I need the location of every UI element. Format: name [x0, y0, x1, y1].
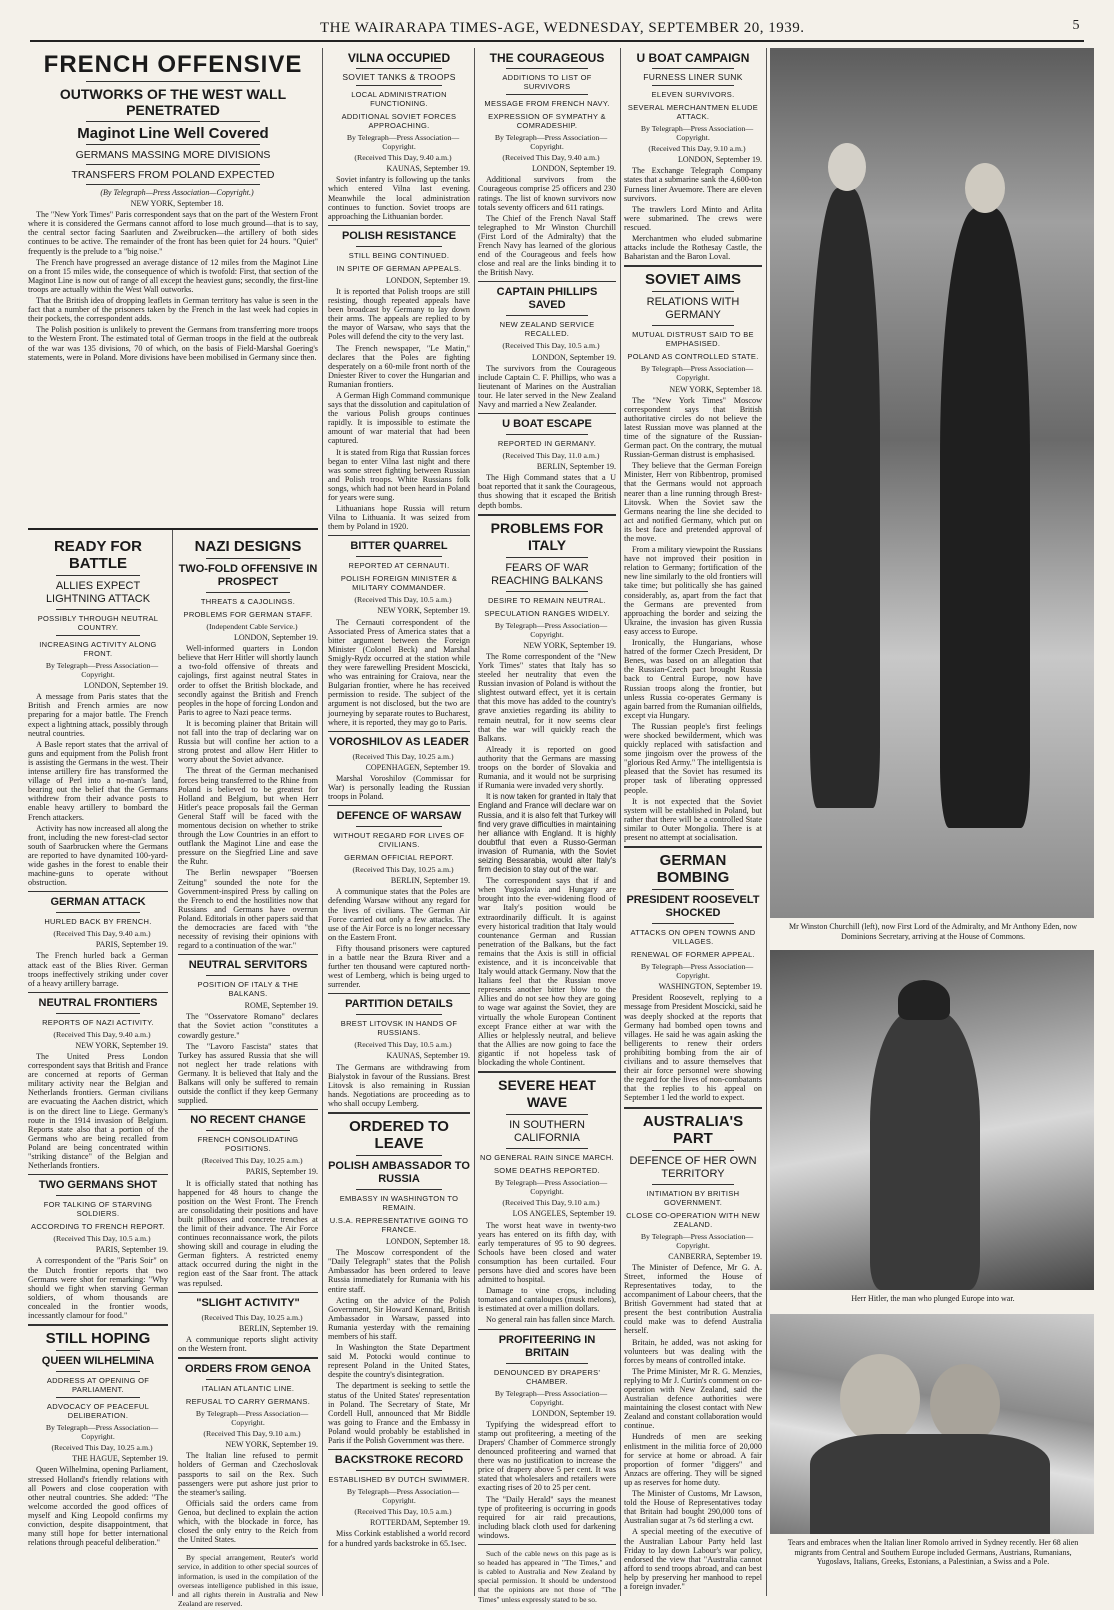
paragraph: The Prime Minister, Mr R. G. Menzies, replying to Mr J. Curtin's comment on co-operation with New Zealand, said the Australian defence authorities were maintaining the closest contact with New Zealand and constant collaboration would continue. [624, 1366, 762, 1431]
headline: TWO GERMANS SHOT [38, 1179, 158, 1192]
paragraph: Additional survivors from the Courageous comprise 25 officers and 230 ratings. The list of known survivors now totals seventy officers and 611 ratings. [478, 175, 616, 212]
paragraph: The survivors from the Courageous include Captain C. F. Phillips, who was a lieutenant of Marines on the Australian tour. He later served in the New Zealand Navy and married a New Zealander. [478, 363, 616, 409]
subheadline: U.S.A. REPRESENTATIVE GOING TO FRANCE. [329, 1216, 469, 1235]
dateline: WASHINGTON, September 19. [658, 982, 762, 992]
subheadline: ALLIES EXPECT LIGHTNING ATTACK [45, 580, 151, 605]
subheadline: ADDRESS AT OPENING OF PARLIAMENT. [46, 1376, 150, 1395]
paragraph: Queen Wilhelmina, opening Parliament, stressed Holland's friendly relations with all Powers and close cooperation with other neutral countries. She added: "The welcome accorded the good offices of myself and King Leopold confirms my conviction, despite disappointment, that many still hope for better international relations through peaceful deliberation." [28, 1465, 168, 1548]
headline: U BOAT ESCAPE [502, 418, 592, 431]
paragraph: The "Osservatore Romano" declares that the Soviet action "constitutes a cowardly gesture." [178, 1012, 318, 1040]
byline: By Telegraph—Press Association—Copyright. [494, 1388, 608, 1407]
subheadline: POSSIBLY THROUGH NEUTRAL COUNTRY. [37, 614, 159, 632]
byline: (Independent Cable Service.) [206, 622, 298, 631]
headline: POLISH RESISTANCE [341, 229, 457, 242]
byline: (By Telegraph—Press Association—Copyright.) [100, 188, 254, 197]
subheadline: DENOUNCED BY DRAPERS' CHAMBER. [493, 1367, 601, 1386]
paragraph: Already it is reported on good authority that the Germans are massing troops on the border of Slovakia and Rumania, and it would not be surprising if Rumania were invaded very shortly. [478, 744, 616, 791]
received: (Received This Day, 9.10 a.m.) [502, 1198, 600, 1208]
subheadline: POLAND AS CONTROLLED STATE. [627, 352, 759, 362]
subheadline: DESIRE TO REMAIN NEUTRAL. [487, 595, 607, 605]
subheadline: HURLED BACK BY FRENCH. [44, 917, 152, 927]
headline: PROFITEERING IN BRITAIN [498, 1333, 596, 1359]
dateline: THE HAGUE, September 19. [72, 1454, 168, 1464]
photo-caption: Tears and embraces when the Italian liner Romolo arrived in Sydney recently. Her 68 alien migrants from Central and Southern Europe included Germans, Austrians, Rumanians, Yugoslavs, Italians, Greeks, Estonians, a Palestinian, a Swiss and a Pole. [787, 1538, 1079, 1566]
byline: By Telegraph—Press Association—Copyright. [640, 1231, 754, 1250]
dateline: PARIS, September 19. [95, 1245, 168, 1255]
paragraph: From a military viewpoint the Russians have not improved their position in relation to Germany; fortification of the new line similarly to the old frontiers will take time; but politically she has gained considerably, as, apart from the fact that the Germans are prevented from approaching the border and seizing the Ukraine, the invasion has given Russia easy access to Europe. [624, 545, 762, 636]
subheadline: ACCORDING TO FRENCH REPORT. [31, 1222, 165, 1232]
subheadline: RENEWAL OF FORMER APPEAL. [630, 950, 756, 960]
headline: SOVIET AIMS [644, 271, 742, 289]
headline: THE COURAGEOUS [489, 51, 605, 65]
paragraph: The Chief of the French Naval Staff telegraphed to Mr Winston Churchill (First Lord of the Admiralty) that the French Navy has learned of the glorious end of the Courageous and feels how close and real are the links binding it to the British Navy. [478, 213, 616, 278]
paragraph: The Polish position is unlikely to prevent the Germans from transferring more troops to the Western Front. The estimated total of German troops in the field at the outbreak of the war was 135 divisions, 70 of which, on the basis of Field-Marshal Goering's statements, were in Poland. More divisions have been mobilised in Germany since then. [28, 325, 318, 362]
headline: DEFENCE OF WARSAW [336, 810, 462, 823]
dateline: ROTTERDAM, September 19. [370, 1518, 470, 1528]
subheadline: STILL BEING CONTINUED. [348, 250, 450, 260]
paragraph: The Italian line refused to permit holders of German and Czechoslovak passports to sail on the Rex. Such passengers were put ashore just prior to the steamer's sailing. [178, 1451, 318, 1497]
paragraph: A communique reports slight activity on the Western front. [178, 1334, 318, 1353]
paragraph: It is officially stated that nothing has happened for 48 hours to change the position on the West Front. The French are consolidating their positions and have built pillboxes and concrete trenches at the limit of their advance. The Air Force continues reconnaissance work, the pilots showing skill and courage in eluding the German fighters. A restricted enemy attack occurred during the night in the region east of the Saar front. The attack was repulsed. [178, 1178, 318, 1288]
dateline: LONDON, September 19. [678, 155, 762, 165]
byline: By Telegraph—Press Association—Copyright. [640, 124, 754, 143]
paragraph: It is stated from Riga that Russian forces began to enter Vilna last night and there was some street fighting between Russian and Polish troops. White Russians folk songs, which had not been heard in Poland for years were sung. [328, 447, 470, 502]
page-number: 5 [1072, 18, 1080, 33]
paragraph: A Basle report states that the arrival of guns and equipment from the Polish front is assisting the Germans in the west. Their intense artillery fire has transformed the village of Perl into a no-man's land, bearing out the belief that the Germans withdrew from their advance posts to enable heavy artillery to bombard the French attackers. [28, 739, 168, 822]
headline: BACKSTROKE RECORD [334, 1454, 464, 1467]
paragraph: A correspondent of the "Paris Soir" on the Dutch frontier reports that two Germans were shot for remarking: "Why should we fight when starving German soldiers, of whom thousands are concealed in the frontier woods, incessantly clamour for food." [28, 1256, 168, 1320]
subheadline: REPORTS OF NAZI ACTIVITY. [42, 1017, 154, 1027]
received: (Received This Day, 10.5 a.m.) [502, 341, 600, 351]
headline: VILNA OCCUPIED [347, 51, 451, 65]
photo-romolo [770, 1314, 1094, 1534]
subheadline: NO GENERAL RAIN SINCE MARCH. [480, 1153, 614, 1163]
subheadline: PROBLEMS FOR GERMAN STAFF. [183, 610, 313, 619]
subheadline: REPORTED IN GERMANY. [497, 439, 597, 449]
received: (Received This Day, 10.25 a.m.) [352, 751, 454, 761]
headline: CAPTAIN PHILLIPS SAVED [496, 286, 598, 312]
dateline: BERLIN, September 19. [536, 462, 616, 472]
paragraph: Damage to vine crops, including tomatoes and cantaloupes (musk melons), is estimated at over a million dollars. [478, 1286, 616, 1314]
subheadline: REFUSAL TO CARRY GERMANS. [185, 1397, 311, 1406]
dateline: LONDON, September 19. [532, 1408, 616, 1418]
column-2 [178, 534, 318, 1608]
paragraph: Merchantmen who eluded submarine attacks include the Rothesay Castle, the Baharistan and the Baron Loval. [624, 234, 762, 262]
paragraph: The trawlers Lord Minto and Arlita were submarined. The crews were rescued. [624, 204, 762, 232]
dateline: NEW YORK, September 19. [75, 1040, 168, 1050]
paragraph: The Germans are withdrawing from Bialystok in favour of the Russians. Brest Litovsk is also remaining in Russian hands. Negotiations are proceeding as to who shall occupy Lemberg. [328, 1062, 470, 1108]
photo-hitler [770, 950, 1094, 1290]
headline: BITTER QUARREL [350, 540, 448, 553]
received: (Received This Day, 9.40 a.m.) [354, 153, 452, 163]
byline: By Telegraph—Press Association—Copyright. [640, 364, 754, 383]
byline: By Telegraph—Press Association—Copyright. [195, 1409, 309, 1428]
subheadline: TRANSFERS FROM POLAND EXPECTED [71, 169, 275, 181]
byline: By Telegraph—Press Association—Copyright. [494, 620, 608, 639]
received: (Received This Day, 10.25 a.m.) [201, 1312, 303, 1322]
subheadline: OUTWORKS OF THE WEST WALL PENETRATED [59, 86, 287, 118]
paragraph: The "Daily Herald" says the meanest type of profiteering is occurring in goods required for air raid precautions, including black cloth used for darkening windows. [478, 1494, 616, 1540]
paragraph: The "Lavoro Fascista" states that Turkey has assured Russia that she will not neglect her trade relations with Germany. It is believed that Italy and the Balkans will only be suffered to remain outside the conflict if they keep Germany supplied. [178, 1041, 318, 1106]
subheadline: POLISH FOREIGN MINISTER & MILITARY COMMANDER. [340, 574, 458, 593]
newspaper-title: THE WAIRARAPA TIMES-AGE, WEDNESDAY, SEPTEMBER 20, 1939. [320, 20, 805, 36]
paragraph: The worst heat wave in twenty-two years has entered on its fifth day, with early temperatures of 95 to 90 degrees. Schools have been closed and water consumption has been curtailed. Four persons have died and scores have been admitted to hospital. [478, 1220, 616, 1285]
dateline: LONDON, September 19. [532, 352, 616, 362]
subheadline: SOVIET TANKS & TROOPS [342, 72, 456, 82]
paragraph: That the British idea of dropping leaflets in German territory has value is seen in the fact that a number of the prisoners taken by the French in the last week had copies in their pockets, the correspondent adds. [28, 296, 318, 324]
subheadline: REPORTED AT CERNAUTI. [348, 561, 450, 571]
headline: NO RECENT CHANGE [190, 1114, 306, 1127]
headline: STILL HOPING [45, 1330, 151, 1348]
byline: By Telegraph—Press Association—Copyright. [346, 133, 460, 152]
byline: By Telegraph—Press Association—Copyright. [346, 1487, 460, 1506]
subheadline: INTIMATION BY BRITISH GOVERNMENT. [646, 1188, 740, 1207]
subheadline: SEVERAL MERCHANTMEN ELUDE ATTACK. [627, 103, 759, 121]
paragraph: The Exchange Telegraph Company states that a submarine sank the 4,600-ton Furness liner Avuemore. There are eleven survivors. [624, 166, 762, 203]
subheadline: ADDITIONAL SOVIET FORCES APPROACHING. [341, 112, 457, 130]
paragraph: The French have progressed an average distance of 12 miles from the Maginot Line on a front 15 miles wide, the consequence of which is twofold: First, that section of the Maginot Line is now out of range of all except the heaviest guns; secondly, the first-line troops are actually within the West Wall outworks. [28, 257, 318, 294]
paragraph: Soviet infantry is following up the tanks which entered Vilna last evening. Meanwhile the local administration continues to function. Soviet troops are approaching the Lithuanian border. [328, 175, 470, 221]
paragraph: Well-informed quarters in London believe that Herr Hitler will shortly launch a two-fold offensive of threats and cajolings, first against neutral States in order to offset the British blockade, and secondly against the British and French peoples in the hope of forcing London and Paris to agree to Nazi peace terms. [178, 644, 318, 717]
note: By special arrangement, Reuter's world service, in addition to other special sources of information, is used in the compilation of the overseas intelligence published in this issue, and all rights therein in Australia and New Zealand are reserved. [178, 1553, 318, 1608]
paragraph: Ironically, the Hungarians, whose hatred of the former Czech President, Dr Benes, was based on an allegation that the Russian-Czech pact brought Russia back to Central Europe, now have Russian troops along the frontier, but unless Russia co-operates Germany is again barred from the Rumanian oilfields, except via Hungary. [624, 638, 762, 720]
lead-story [28, 48, 318, 528]
paragraph: The United Press London correspondent says that British and France are concerned at reports of German military activity near the Belgian and Netherlands frontiers. German civilians are evacuating the Aachen district, which is on the direct line to Liege. Germany's route in the 1914 invasion of Belgium. Reports state also that a portion of the Germans who are being recalled from Poland are being concentrated within "striking distance" of the Belgian and Netherlands frontiers. [28, 1052, 168, 1171]
paragraph: The Russian people's first feelings were shocked bewilderment, which was quickly replaced with satisfaction and some jingoism over the prowess of the "glorious Red Army." The intelligentsia is pleased that the Soviet has resumed its proper task of liberating oppressed people. [624, 721, 762, 795]
subheadline: THREATS & CAJOLINGS. [200, 597, 296, 606]
dateline: PARIS, September 19. [245, 1167, 318, 1177]
headline: "SLIGHT ACTIVITY" [196, 1296, 300, 1309]
dateline: LOS ANGELES, September 19. [512, 1209, 616, 1219]
dateline: LONDON, September 19. [386, 275, 470, 285]
paragraph: Activity has now increased all along the front, including the new forest-clad sector south of Saarbrucken where the Germans are reported to have dynamited 100-yard-wide gashes in the forest to enable their machine-guns to operate without obstruction. [28, 823, 168, 888]
paragraph: Britain, he added, was not asking for volunteers but was dealing with the forces by means of controlled intake. [624, 1337, 762, 1365]
paragraph: Fifty thousand prisoners were captured in a battle near the Bzura River and a further ten thousand were captured north-west of Lemberg, which is being urged to surrender. [328, 943, 470, 990]
headline: GERMAN BOMBING [656, 852, 730, 887]
headline: VOROSHILOV AS LEADER [329, 735, 469, 748]
dateline: NEW YORK, September 19. [523, 640, 616, 650]
subheadline: SOME DEATHS REPORTED. [493, 1166, 601, 1176]
subheadline: FURNESS LINER SUNK [643, 72, 743, 82]
paragraph: The department is seeking to settle the status of the United States' representation in Poland. The Secretary of State, Mr Cordell Hull, announced that Mr Biddle was going to France and the Embassy in Poland would probably be established in Paris if the Polish Government was there. [328, 1381, 470, 1445]
subheadline: ADVOCACY OF PEACEFUL DELIBERATION. [46, 1402, 150, 1421]
subheadline: ADDITIONS TO LIST OF SURVIVORS [502, 73, 592, 91]
subheadline: INCREASING ACTIVITY ALONG FRONT. [39, 640, 157, 658]
subheadline: QUEEN WILHELMINA [41, 1355, 155, 1368]
column-rule [322, 48, 323, 1596]
subheadline: MESSAGE FROM FRENCH NAVY. [484, 99, 610, 108]
headline: U BOAT CAMPAIGN [636, 51, 750, 65]
received: (Received This Day, 10.25 a.m.) [51, 1443, 153, 1453]
subheadline: RELATIONS WITH GERMANY [646, 296, 740, 322]
headline: FRENCH OFFENSIVE [43, 51, 303, 78]
subheadline: FRENCH CONSOLIDATING POSITIONS. [197, 1135, 299, 1154]
received: (Received This Day, 10.5 a.m.) [53, 1234, 151, 1244]
headline: READY FOR BATTLE [53, 538, 143, 572]
received: (Received This Day, 9.40 a.m.) [53, 929, 151, 939]
subheadline: EMBASSY IN WASHINGTON TO REMAIN. [339, 1194, 459, 1213]
paragraph: The Rome correspondent of the "New York Times" states that Italy has so steeled her neutrality that even the Russian invasion of Poland is without the slightest outward effect, yet it is certain that this move has added to the country's grave anxieties regarding its ability to remain neutral, for it now seems clear that the war will quickly reach the Balkans. [478, 651, 616, 743]
headline: PARTITION DETAILS [345, 998, 453, 1011]
section-rule [28, 528, 318, 530]
dateline: LONDON, September 19. [84, 681, 168, 691]
column-3 [328, 48, 470, 1596]
paragraph: The "New York Times" Paris correspondent says that on the part of the Western Front where it is considered the Germans cannot afford to lose much ground—that is to say, the central sector facing Saarluten and Zweibrucken—the artillery of both sides continues to be active. The remainder of the front has been quiet for 24 hours. "Quiet" frequently is the prelude to a "big noise." [28, 210, 318, 256]
subheadline: DEFENCE OF HER OWN TERRITORY [629, 1154, 757, 1180]
received: (Received This Day, 9.10 a.m.) [203, 1429, 301, 1439]
subheadline: POLISH AMBASSADOR TO RUSSIA [328, 1160, 470, 1186]
column-rule [620, 48, 621, 1596]
byline: By Telegraph—Press Association—Copyright. [45, 1423, 159, 1442]
paragraph: The Moscow correspondent of the "Daily Telegraph" states that the Polish Ambassador has been ordered to leave Russia immediately for Rumania with his entire staff. [328, 1248, 470, 1294]
subheadline: IN SOUTHERN CALIFORNIA [509, 1119, 585, 1145]
subheadline: GERMAN OFFICIAL REPORT. [344, 853, 454, 863]
column-rule [172, 530, 173, 1596]
column-4 [478, 48, 616, 1604]
subheadline: LOCAL ADMINISTRATION FUNCTIONING. [351, 90, 447, 108]
photo-churchill-eden [770, 48, 1094, 918]
subheadline: FOR TALKING OF STARVING SOLDIERS. [43, 1200, 153, 1219]
paragraph: A communique states that the Poles are defending Warsaw without any regard for the lives of civilians. The German Air Force carried out only a few attacks. The use of the Air Force is no longer necessary on the Eastern Front. [328, 887, 470, 942]
subheadline: GERMANS MASSING MORE DIVISIONS [75, 149, 271, 161]
subheadline: MUTUAL DISTRUST SAID TO BE EMPHASISED. [632, 330, 754, 349]
subheadline: PRESIDENT ROOSEVELT SHOCKED [626, 894, 760, 920]
paragraph: A message from Paris states that the British and French armies are now preparing for a major battle. The French expect a lightning attack, possibly through neutral countries. [28, 692, 168, 738]
column-rule [474, 48, 475, 1596]
paragraph: In Washington the State Department said M. Potocki would continue to represent Poland in the United States, despite the country's disintegration. [328, 1343, 470, 1380]
subheadline: BREST LITOVSK IN HANDS OF RUSSIANS. [340, 1019, 458, 1038]
masthead [30, 14, 1084, 42]
dateline: NEW YORK, September 19. [377, 606, 470, 616]
subheadline: ELEVEN SURVIVORS. [651, 90, 735, 99]
byline: By Telegraph—Press Association—Copyright. [45, 661, 159, 680]
paragraph: It is reported that Polish troops are still resisting, though repeated appeals have been broadcast by Germany to lay down their arms. The appeals are replied to by the mayor of Warsaw, who says that the Poles will defend the city to the very last. [328, 286, 470, 342]
subheadline: ITALIAN ATLANTIC LINE. [201, 1384, 295, 1393]
byline: By Telegraph—Press Association—Copyright. [494, 133, 608, 152]
paragraph: The High Command states that a U boat reported that it sank the Courageous, thus showing that it escaped the British depth bombs. [478, 473, 616, 510]
dateline: COPENHAGEN, September 19. [365, 762, 470, 772]
paragraph: The Minister of Customs, Mr Lawson, told the House of Representatives today that Britain had bought 290,000 tons of Australian sugar at 7s 6d sterling a cwt. [624, 1489, 762, 1526]
subheadline: SPECULATION RANGES WIDELY. [484, 608, 610, 618]
column-1 [28, 534, 168, 1596]
byline: By Telegraph—Press Association—Copyright. [494, 1178, 608, 1197]
subheadline: POSITION OF ITALY & THE BALKANS. [197, 980, 299, 999]
received: (Received This Day, 10.5 a.m.) [354, 1040, 452, 1050]
headline: NEUTRAL FRONTIERS [38, 996, 158, 1009]
headline: AUSTRALIA'S PART [642, 1112, 744, 1147]
headline: ORDERED TO LEAVE [349, 1118, 449, 1153]
paragraph: Lithuanians hope Russia will return Vilna to Lithuania. It was seized from them by Poland in 1920. [328, 504, 470, 532]
paragraph: The French newspaper, "Le Matin," declares that the Poles are fighting desperately on a 60-mile front north of the Dniester River to cover the Hungarian and Rumanian frontiers. [328, 343, 470, 389]
dateline: BERLIN, September 19. [390, 876, 470, 886]
received: (Received This Day, 10.5 a.m.) [354, 595, 452, 605]
dateline: PARIS, September 19. [95, 940, 168, 950]
subheadline: ATTACKS ON OPEN TOWNS AND VILLAGES. [630, 928, 756, 947]
dateline: NEW YORK, September 19. [225, 1440, 318, 1450]
subheadline: EXPRESSION OF SYMPATHY & COMRADESHIP. [488, 112, 606, 130]
subheadline: CLOSE CO-OPERATION WITH NEW ZEALAND. [626, 1210, 760, 1229]
paragraph: It is not expected that the Soviet system will be established in Poland, but rather that there will be a controlled State similar to Outer Mongolia. There is at present no attempt at socialisation. [624, 796, 762, 842]
dateline: LONDON, September 18. [386, 1237, 470, 1247]
paragraph: It is now taken for granted in Italy that England and France will declare war on Russia, and it is also felt that Turkey will find very grave difficulties in maintaining her alliance with England. It is highly doubtful that even a Russo-German invasion of Rumania, with the Soviet seizing Bessarabia, would alter Italy's firm decision to stay out of the war. [478, 792, 616, 875]
received: (Received This Day, 10.5 a.m.) [354, 1507, 452, 1517]
subheadline: NEW ZEALAND SERVICE RECALLED. [499, 320, 595, 339]
byline: By Telegraph—Press Association—Copyright. [640, 962, 754, 981]
dateline: NEW YORK, September 18. [669, 384, 762, 394]
paragraph: A German High Command communique says that the dissolution and capitulation of the various Polish groups continues rapidly. It is impossible to estimate the amount of war material that had been captured. [328, 390, 470, 446]
paragraph: The Berlin newspaper "Boersen Zeitung" sounded the note for the Government-inspired Press by calling on the French to end the hostilities now that Russians and Germans have overrun Poland. Editorials in other papers said that the democracies are faced with "the necessity of revising their opinions with regard to a continuation of the war." [178, 868, 318, 951]
received: (Received This Day, 9.10 a.m.) [648, 144, 746, 154]
column-rule [766, 48, 767, 1596]
paragraph: The threat of the German mechanised forces being transferred to the Rhine from Poland is believed to be greatest for Holland and Belgium, but when Herr Hitler's peace proposals fail the German General Staff will be faced with the momentous decision on whether to strike through the Low Countries in an effort to outflank the Maginot Line and ease the pressure on the Siegfried Line and save the Ruhr. [178, 766, 318, 867]
paragraph: The French hurled back a German attack east of the Blies River. German troops ineffectively striking under cover of a heavy artillery barrage. [28, 951, 168, 988]
received: (Received This Day, 10.25 a.m.) [352, 865, 454, 875]
headline: NEUTRAL SERVITORS [188, 959, 308, 972]
note: Such of the cable news on this page as is so headed has appeared in "The Times," and is cabled to Australia and New Zealand by special permission. It should be understood that the opinions are not those of "The Times" unless expressly stated to be so. [478, 1549, 616, 1604]
paragraph: A special meeting of the executive of the Australian Labour Party held last Friday to lay down Labour's war policy, endorsed the view that "Australia cannot afford to send troops abroad, and can best help by preserving her manhood to repel a foreign invader." [624, 1527, 762, 1591]
paragraph: No general rain has fallen since March. [486, 1315, 615, 1325]
dateline: ROME, September 19. [244, 1001, 318, 1011]
column-5 [624, 48, 762, 1596]
paragraph: President Roosevelt, replying to a message from President Moscicki, said he was deeply shocked at the reports that Germany had bombed open towns and villages. He said he was again asking the belligerents to renew their orders prohibiting bombing from the air of civilians and to assure themselves that their air force personnel were showing the regard for the lives of non-combatants that the replies to his appeal on September 1 led the world to expect. [624, 993, 762, 1103]
paragraph: They believe that the German Foreign Minister, Herr von Ribbentrop, promised that the Germans would not approach nearer than a line running through Brest-Litovsk. When the Soviet saw the Germans nearing the line she decided to act and notified Germany, which put on its best face and pretended approval of the move. [624, 461, 762, 543]
paragraph: Marshal Voroshilov (Commissar for War) is personally leading the Russian troops in Poland. [328, 773, 470, 802]
paragraph: It is becoming plainer that Britain will not fall into the trap of declaring war on Russia but will confine her action to a strong protest and allow Herr Hitler to worry about the Soviet advance. [178, 718, 318, 765]
dateline: NEW YORK, September 18. [130, 199, 224, 209]
paragraph: Officials said the orders came from Genoa, but declined to explain the action which, with the blockade in force, has closed the only entry to the Reich from the United States. [178, 1498, 318, 1545]
headline: ORDERS FROM GENOA [185, 1363, 311, 1375]
paragraph: The correspondent says that if and when Yugoslavia and Hungary are brought into the ever-widening flood of war Italy's position would be extraordinarily difficult. It is against every historical tradition that Italy would countenance German and Russian penetration of the Balkans, but the fact remains that the Axis is still in official existence, and it is inconceivable that Italy would attack Germany. Now that the Italians feel that the Russian move represents another bitter blow to the Allies and do not see how they are going to wage war against the Soviet, they are virtually the whole European Continent except France either at war with the Allies or helplessly neutral, and believe that the Allies are now going to face the gigantic if not hopeless task of blockading the whole Continent. [478, 876, 616, 1068]
received: (Received This Day, 9.40 a.m.) [502, 153, 600, 163]
headline: GERMAN ATTACK [50, 896, 146, 909]
headline: SEVERE HEAT WAVE [498, 1077, 596, 1111]
received: (Received This Day, 11.0 a.m.) [502, 451, 600, 461]
subheadline: IN SPITE OF GERMAN APPEALS. [336, 263, 462, 273]
dateline: CANBERRA, September 19. [668, 1251, 762, 1261]
photo-caption: Herr Hitler, the man who plunged Europe into war. [851, 1294, 1015, 1303]
paragraph: Miss Corkink established a world record for a hundred yards backstroke in 65.1sec. [328, 1529, 470, 1548]
photo-caption: Mr Winston Churchill (left), now First Lord of the Admiralty, and Mr Anthony Eden, now Dominions Secretary, arriving at the House of Commons. [788, 922, 1078, 941]
dateline: LONDON, September 19. [234, 633, 318, 643]
received: (Received This Day, 10.25 a.m.) [201, 1156, 303, 1166]
paragraph: Typifying the widespread effort to stamp out profiteering, a meeting of the Drapers' Chamber of Commerce strongly denounced profiteering and warned that there was no justification to increase the price of drapery above 5 per cent. It was stated that wholesalers and retailers were exacting rises of 20 to 25 per cent. [478, 1419, 616, 1493]
subheadline: Maginot Line Well Covered [77, 125, 269, 142]
subheadline: FEARS OF WAR REACHING BALKANS [491, 561, 603, 587]
dateline: LONDON, September 19. [532, 164, 616, 174]
headline: PROBLEMS FOR ITALY [490, 519, 604, 553]
paragraph: The Cernauti correspondent of the Associated Press of America states that a bitter argument between the Foreign Minister (Colonel Beck) and Marshal Smigly-Rydz occurred at the station while they were farewelling President Moscicki, who was entraining for Craiova, near the Bulgarian frontier, where he has received permission to reside. The subject of the argument is not disclosed, but the two are journeying by separate routes to Bucharest, where, it is reported, they may go to Paris. [328, 617, 470, 727]
paragraph: The "New York Times" Moscow correspondent says that British authoritative circles do not believe the latest Russian move was planned at the time of the signature of the Russian-German pact. On the contrary, the mutual Russian-German distrust is emphasised. [624, 395, 762, 460]
subheadline: ESTABLISHED BY DUTCH SWIMMER. [328, 1475, 470, 1485]
dateline: KAUNAS, September 19. [386, 164, 470, 174]
subheadline: TWO-FOLD OFFENSIVE IN PROSPECT [178, 563, 318, 588]
paragraph: The Minister of Defence, Mr G. A. Street, informed the House of Representatives today, to the accompaniment of Labour cheers, that the British Government had stated that at present the best contribution Australia could make was to defend Australia herself. [624, 1262, 762, 1336]
paragraph: Acting on the advice of the Polish Government, Sir Howard Kennard, British Ambassador in Warsaw, passed into Rumania yesterday with the remaining members of his staff. [328, 1295, 470, 1341]
received: (Received This Day, 9.40 a.m.) [53, 1029, 151, 1039]
headline: NAZI DESIGNS [194, 538, 302, 555]
dateline: KAUNAS, September 19. [386, 1051, 470, 1061]
subheadline: WITHOUT REGARD FOR LIVES OF CIVILIANS. [333, 831, 465, 850]
dateline: BERLIN, September 19. [238, 1323, 318, 1333]
paragraph: Hundreds of men are seeking enlistment in the militia force of 20,000 for service at home or abroad. A fair proportion of former "diggers" and Anzacs are offering. They will be signed up as reserves for home duty. [624, 1432, 762, 1487]
